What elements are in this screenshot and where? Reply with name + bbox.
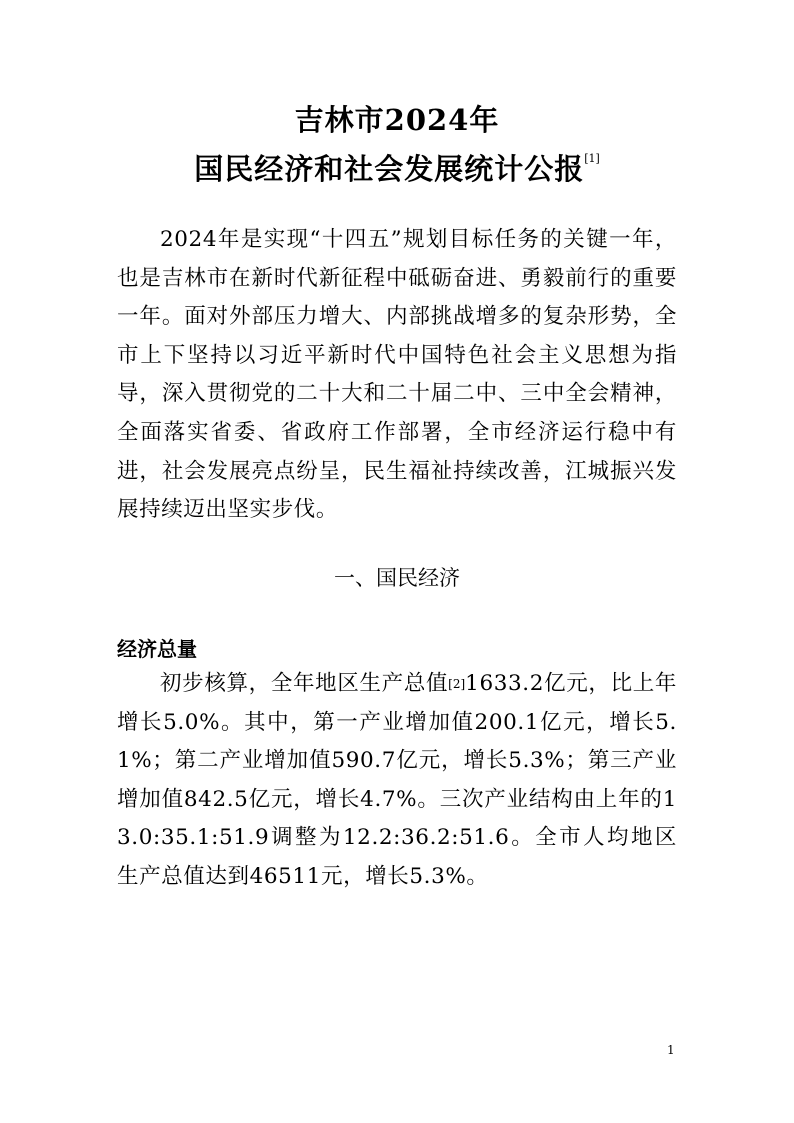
intro-paragraph: 2024年是实现“十四五”规划目标任务的关键一年，也是吉林市在新时代新征程中砥砺奋进、勇毅前行的重要一年。面对外部压力增大、内部挑战增多的复杂形势，全市上下坚持以习近平新时代中国特色社会主义思想为指导，深入贯彻党的二十大和二十届二中、三中全会精神，全面落实省委、省政府工作部署，全市经济运行稳中有进，社会发展亮点纷呈，民生福祉持续改善，江城振兴发展持续迈出坚实步伐。 bbox=[117, 227, 677, 523]
document-title-line1 bbox=[0, 103, 794, 137]
document-title-line2 bbox=[0, 152, 794, 186]
section-heading-national-economy: 一、国民经济 bbox=[334, 566, 460, 590]
title-line2-text: 国民经济和社会发展统计公报 bbox=[194, 152, 585, 186]
economy-paragraph-part1: 初步核算，全年地区生产总值 bbox=[160, 671, 449, 696]
economy-paragraph-part2: 1633.2亿元，比上年增长5.0%。其中，第一产业增加值200.1亿元，增长5.1%；第二产业增加值590.7亿元，增长5.3%；第三产业增加值842.5亿元，增长4.7%。三次产业结构由上年的13.0:35.1:51.9调整为12.2:36.2:51.6。全市人均地区生产总值达到46511元，增长5.3%。 bbox=[117, 671, 677, 889]
subsection-heading-economic-aggregate: 经济总量 bbox=[117, 637, 197, 661]
title-footnote-marker[interactable]: [1] bbox=[584, 152, 600, 165]
page-number: 1 bbox=[667, 1043, 675, 1057]
economy-paragraph bbox=[117, 665, 677, 897]
gdp-footnote-marker[interactable]: [2] bbox=[448, 677, 466, 691]
title-line1-text: 吉林市2024年 bbox=[294, 103, 500, 137]
